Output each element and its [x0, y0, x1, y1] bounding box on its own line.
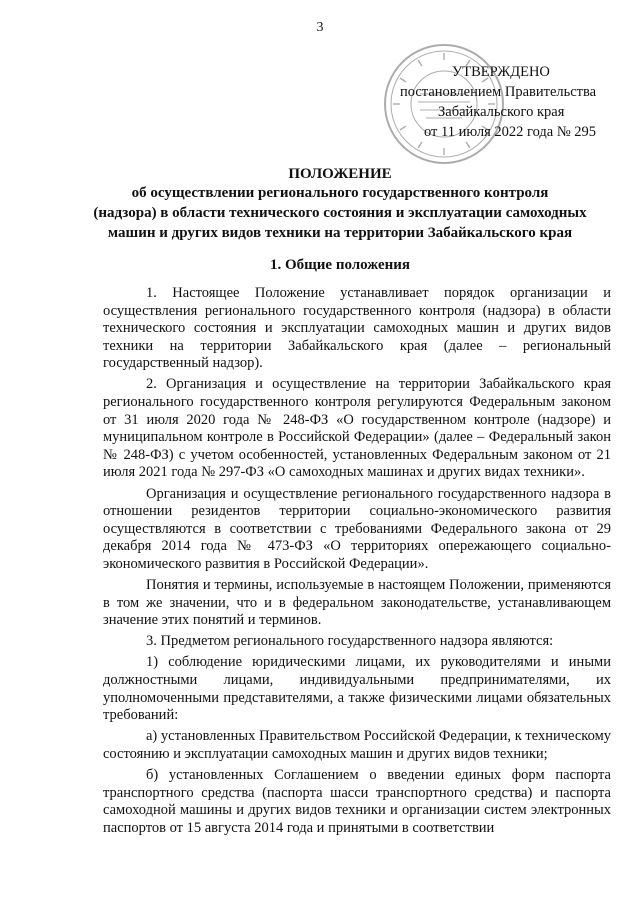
paragraph-6: 1) соблюдение юридическими лицами, их руководителями и иными должностными лицами, индивидуальными предпринимателями, их уполномоченными представителями, а также физическими лицами обязательных требований: — [103, 654, 611, 724]
approval-status: УТВЕРЖДЕНО — [452, 64, 550, 80]
paragraph-1: 1. Настоящее Положение устанавливает порядок организации и осуществления регионального государственного контроля (надзора) в области технического состояния и эксплуатации самоходных машин и других видов техники на территории Забайкальского края (далее – региональный государственный надзор). — [103, 285, 611, 372]
approval-authority: постановлением Правительства — [400, 84, 597, 100]
document-title: ПОЛОЖЕНИЕ — [288, 166, 392, 182]
page-number: 3 — [316, 20, 324, 35]
paragraph-4: Понятия и термины, используемые в настоящем Положении, применяются в том же значении, что и в федеральном законодательстве, устанавливающем значение этих понятий и терминов. — [103, 577, 611, 629]
document-subtitle-line-1: об осуществлении регионального государственного контроля — [131, 185, 549, 201]
section-heading: 1. Общие положения — [269, 257, 411, 273]
paragraph-8: б) установленных Соглашением о введении единых форм паспорта транспортного средства (паспорта шасси транспортного средства) и паспорта самоходной машины и других видов техники и организации систем электронных паспортов от 15 августа 2014 года и принятыми в соответствии — [103, 766, 611, 836]
paragraph-5: 3. Предметом регионального государственного надзора являются: — [146, 633, 554, 650]
paragraph-7: а) установленных Правительством Российской Федерации, к техническому состоянию и эксплуатации самоходных машин и других видов техники; — [103, 728, 611, 762]
document-body — [103, 285, 611, 837]
approval-region: Забайкальского края — [438, 104, 565, 120]
paragraph-2: 2. Организация и осуществление на территории Забайкальского края регионального государственного контроля регулируются Федеральным законом от 31 июля 2020 года № 248-ФЗ «О государственном контроле (надзоре) и муниципальном контроле в Российской Федерации» (далее – Федеральный закон № 248-ФЗ) с учетом особенностей, установленных Федеральным законом от 21 июля 2021 года № 297-ФЗ «О самоходных машинах и других видах техники». — [103, 376, 611, 481]
document-subtitle-line-3: машин и других видов техники на территории Забайкальского края — [107, 225, 573, 241]
paragraph-3: Организация и осуществление регионального государственного надзора в отношении резидентов территории социально-экономического развития осуществляются в соответствии с требованиями Федерального закона от 29 декабря 2014 года № 473-ФЗ «О территориях опережающего социально-экономического развития в Российской Федерации». — [103, 485, 611, 572]
approval-stamp — [400, 62, 635, 142]
document-subtitle-line-2: (надзора) в области технического состояния и эксплуатации самоходных — [93, 205, 587, 221]
approval-date-number: от 11 июля 2022 года № 295 — [424, 124, 597, 140]
